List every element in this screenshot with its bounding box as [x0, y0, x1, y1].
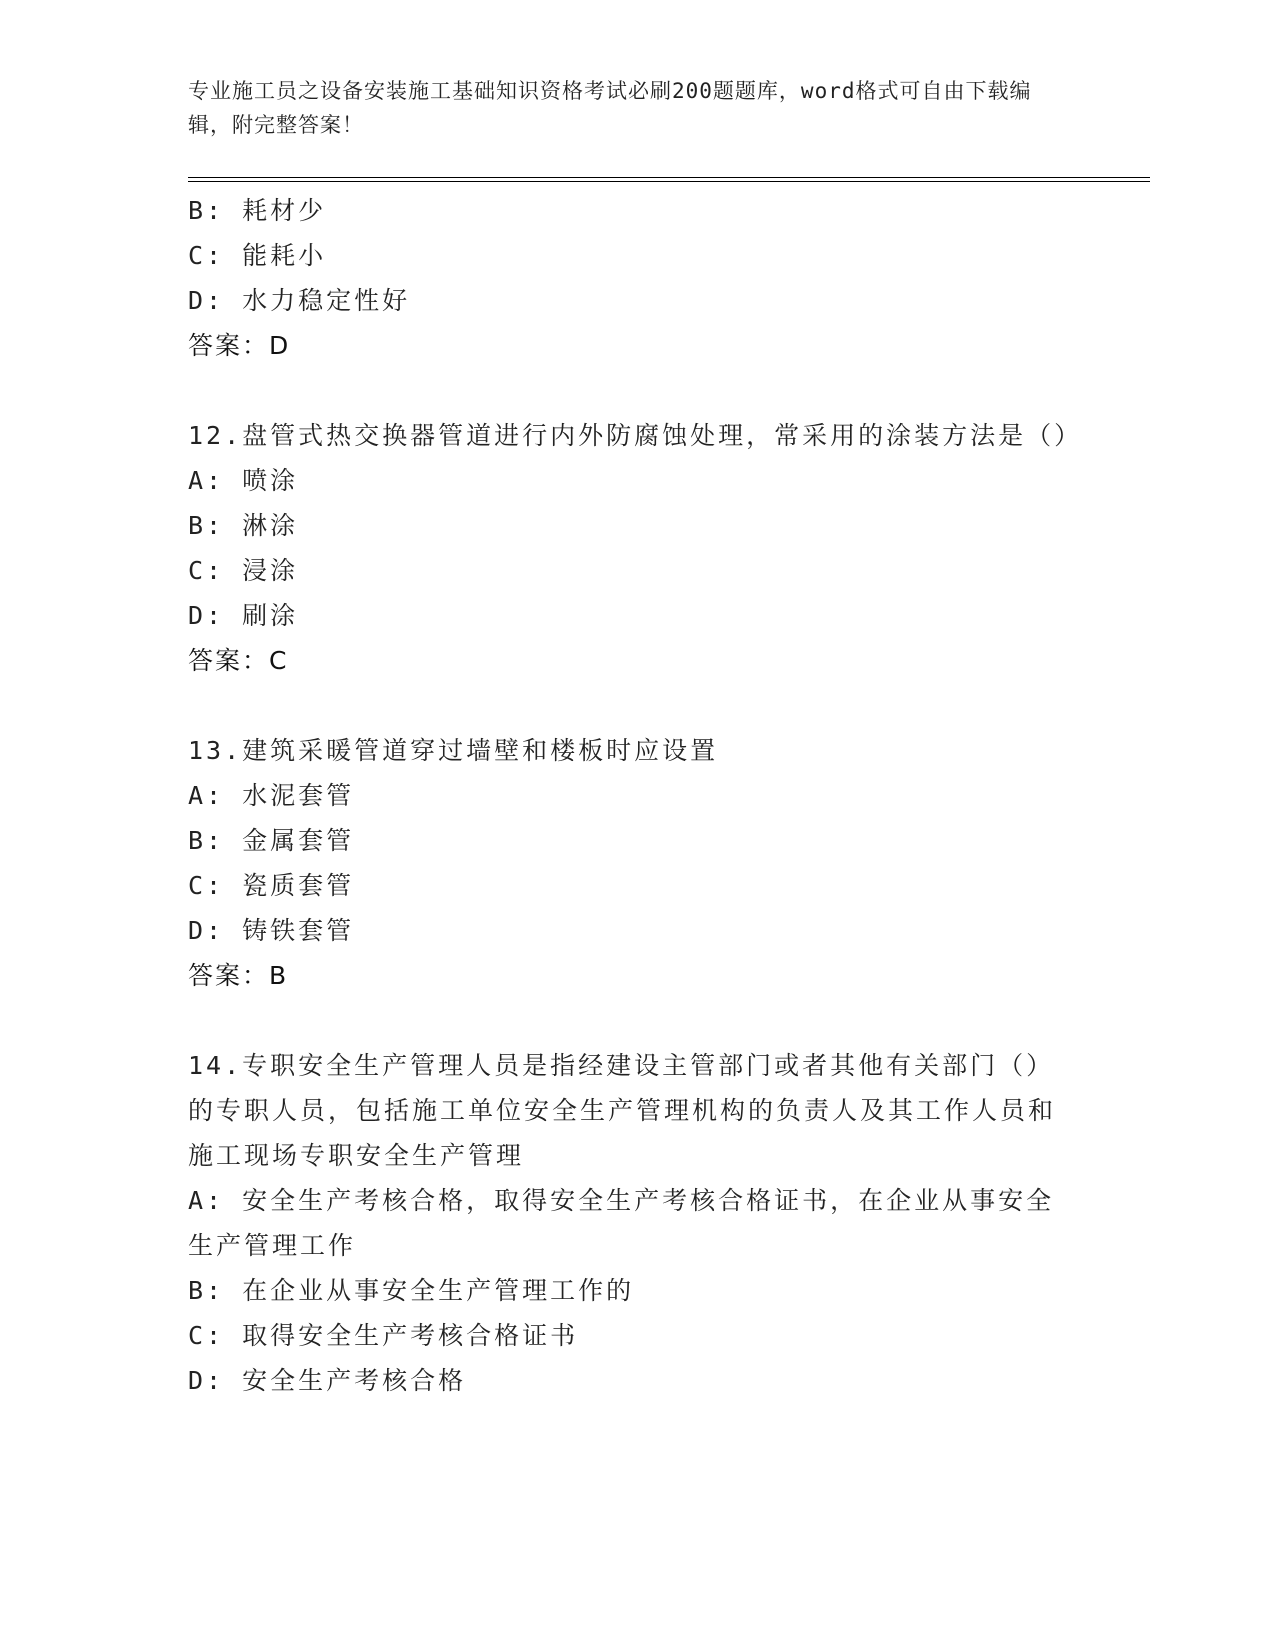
option-d: D: 水力稳定性好 [188, 286, 411, 315]
spacer [188, 998, 1078, 1043]
option-c: C: 瓷质套管 [188, 871, 355, 900]
question-text: 14.专职安全生产管理人员是指经建设主管部门或者其他有关部门（）的专职人员，包括施工单位安全生产管理机构的负责人及其工作人员和施工现场专职安全生产管理 [188, 1051, 1057, 1170]
question-13-block [188, 728, 1078, 998]
spacer [188, 368, 1078, 413]
option-a: A: 水泥套管 [188, 781, 355, 810]
question-14-block [188, 1043, 1078, 1403]
question-content [188, 188, 1083, 1403]
option-d: D: 刷涂 [188, 601, 299, 630]
spacer [188, 683, 1078, 728]
option-a: A: 安全生产考核合格，取得安全生产考核合格证书，在企业从事安全生产管理工作 [188, 1186, 1055, 1260]
question-12-block [188, 413, 1083, 683]
header-divider-bottom [188, 181, 1150, 182]
question-text: 13.建筑采暖管道穿过墙壁和楼板时应设置 [188, 736, 719, 765]
answer-text: 答案：D [188, 331, 291, 360]
page-header-title: 专业施工员之设备安装施工基础知识资格考试必刷200题题库，word格式可自由下载编辑，附完整答案！ [188, 79, 1032, 137]
option-d: D: 铸铁套管 [188, 916, 355, 945]
option-b: B: 耗材少 [188, 196, 327, 225]
option-b: B: 淋涂 [188, 511, 299, 540]
answer-text: 答案：C [188, 646, 289, 675]
answer-text: 答案：B [188, 961, 289, 990]
question-11-block [188, 188, 1078, 368]
option-c: C: 能耗小 [188, 241, 327, 270]
option-c: C: 浸涂 [188, 556, 299, 585]
option-a: A: 喷涂 [188, 466, 299, 495]
option-b: B: 金属套管 [188, 826, 355, 855]
option-c: C: 取得安全生产考核合格证书 [188, 1321, 579, 1350]
header-divider-top [188, 177, 1150, 178]
option-b: B: 在企业从事安全生产管理工作的 [188, 1276, 635, 1305]
option-d: D: 安全生产考核合格 [188, 1366, 467, 1395]
question-text: 12.盘管式热交换器管道进行内外防腐蚀处理，常采用的涂装方法是（） [188, 421, 1083, 450]
